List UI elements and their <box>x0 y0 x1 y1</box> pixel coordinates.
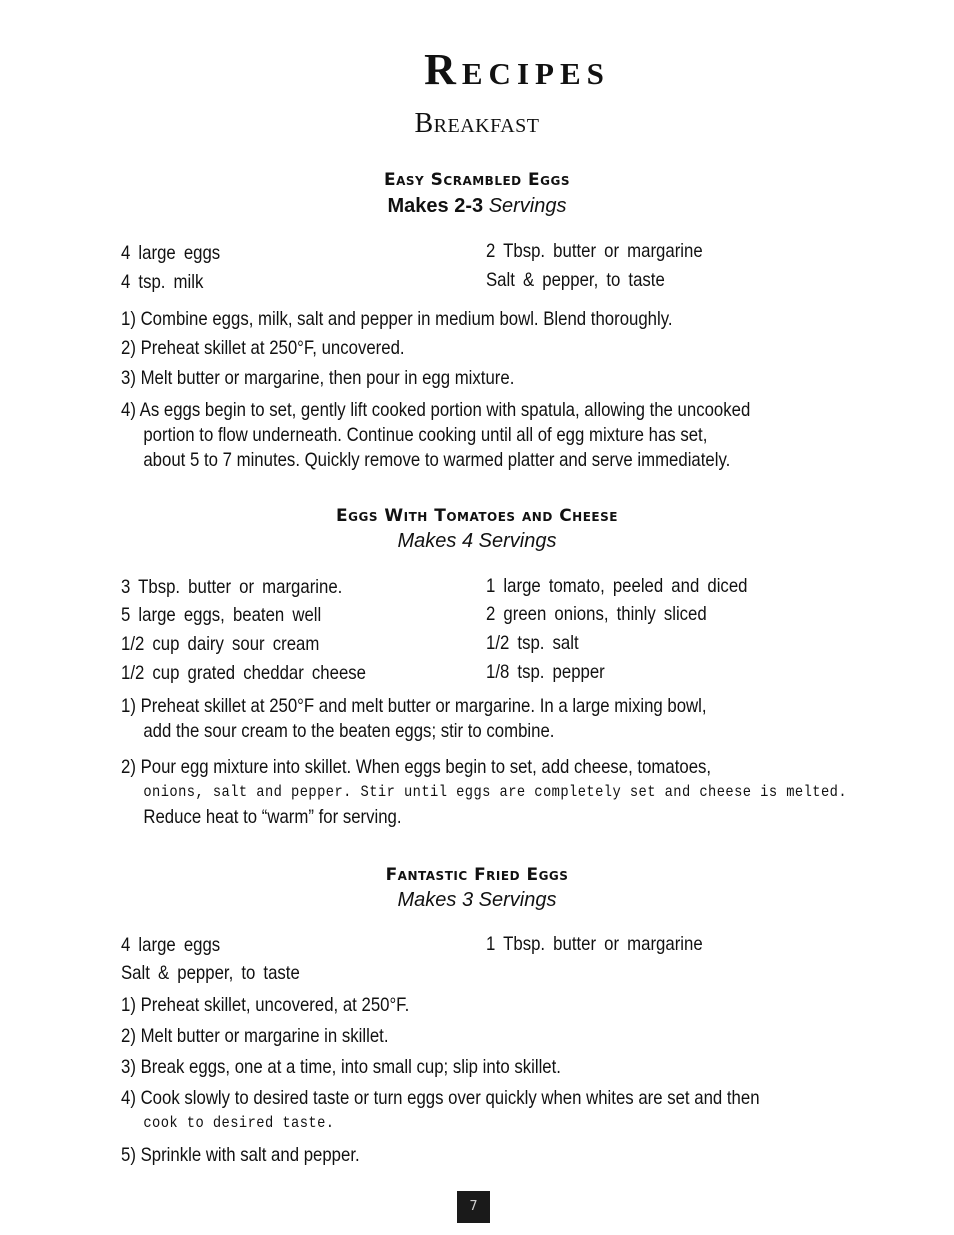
ingredient: 1/2 cup dairy sour cream <box>121 633 320 655</box>
step-line: 4) Cook slowly to desired taste or turn eggs over quickly when whites are set and then <box>121 1087 760 1109</box>
instruction-step <box>121 336 405 361</box>
ingredient: 1/2 tsp. salt <box>486 632 579 654</box>
step-line: 4) As eggs begin to set, gently lift cooked portion with spatula, allowing the uncooked <box>121 399 751 421</box>
servings-suffix: Servings <box>488 195 567 217</box>
instruction-step <box>121 1055 561 1080</box>
step-line: 3) Break eggs, one at a time, into small cup; slip into skillet. <box>121 1056 561 1078</box>
recipe-servings <box>0 195 954 218</box>
recipe-servings: Makes 3 Servings <box>397 889 557 911</box>
step-line: portion to flow underneath. Continue cooking until all of egg mixture has set, <box>143 424 708 446</box>
instruction-step <box>121 993 409 1018</box>
step-line: Reduce heat to “warm” for serving. <box>143 806 402 828</box>
step-line: 1) Preheat skillet, uncovered, at 250°F. <box>121 994 410 1016</box>
instruction-step <box>121 1024 388 1049</box>
ingredient: 3 Tbsp. butter or margarine. <box>121 576 343 598</box>
ingredient: 2 green onions, thinly sliced <box>486 603 707 625</box>
instruction-step <box>121 694 707 744</box>
recipe-servings: Makes 4 Servings <box>397 530 557 552</box>
ingredient: Salt & pepper, to taste <box>486 269 665 291</box>
recipe-title: Eggs With Tomatoes and Cheese <box>336 506 618 526</box>
ingredient: 1 Tbsp. butter or margarine <box>486 933 703 955</box>
step-line: 2) Preheat skillet at 250°F, uncovered. <box>121 337 405 359</box>
step-line: about 5 to 7 minutes. Quickly remove to warmed platter and serve immediately. <box>143 449 731 471</box>
recipe-title: Fantastic Fried Eggs <box>385 865 569 885</box>
ingredient: 1/8 tsp. pepper <box>486 661 605 683</box>
step-line: 1) Preheat skillet at 250°F and melt butter or margarine. In a large mixing bowl, <box>121 695 707 717</box>
page-title: Recipes <box>424 45 610 94</box>
page-number: 7 <box>457 1191 490 1223</box>
servings-prefix: Makes 2-3 <box>387 195 484 217</box>
ingredient: 4 tsp. milk <box>121 271 204 293</box>
ingredient: 4 large eggs <box>121 934 221 956</box>
recipe-title: Easy Scrambled Eggs <box>384 170 570 190</box>
instruction-step <box>121 398 750 473</box>
step-line: onions, salt and pepper. Stir until eggs are completely set and cheese is melted. <box>143 783 848 801</box>
instruction-step <box>121 755 847 830</box>
step-line: 2) Melt butter or margarine in skillet. <box>121 1025 389 1047</box>
ingredient: 2 Tbsp. butter or margarine <box>486 240 703 262</box>
instruction-step <box>121 1143 360 1168</box>
step-line: 3) Melt butter or margarine, then pour in egg mixture. <box>121 367 515 389</box>
ingredient: 5 large eggs, beaten well <box>121 604 322 626</box>
step-line: 5) Sprinkle with salt and pepper. <box>121 1144 360 1166</box>
ingredient: 1/2 cup grated cheddar cheese <box>121 662 366 684</box>
ingredient: 4 large eggs <box>121 242 221 264</box>
instruction-step <box>121 366 514 391</box>
ingredient: 1 large tomato, peeled and diced <box>486 575 748 597</box>
instruction-step <box>121 1086 760 1136</box>
step-line: 1) Combine eggs, milk, salt and pepper in medium bowl. Blend thoroughly. <box>121 308 673 330</box>
step-line: cook to desired taste. <box>143 1114 335 1132</box>
instruction-step <box>121 307 673 332</box>
step-line: 2) Pour egg mixture into skillet. When eggs begin to set, add cheese, tomatoes, <box>121 756 712 778</box>
ingredient: Salt & pepper, to taste <box>121 962 300 984</box>
step-line: add the sour cream to the beaten eggs; stir to combine. <box>143 720 555 742</box>
page-subtitle: Breakfast <box>414 108 540 139</box>
